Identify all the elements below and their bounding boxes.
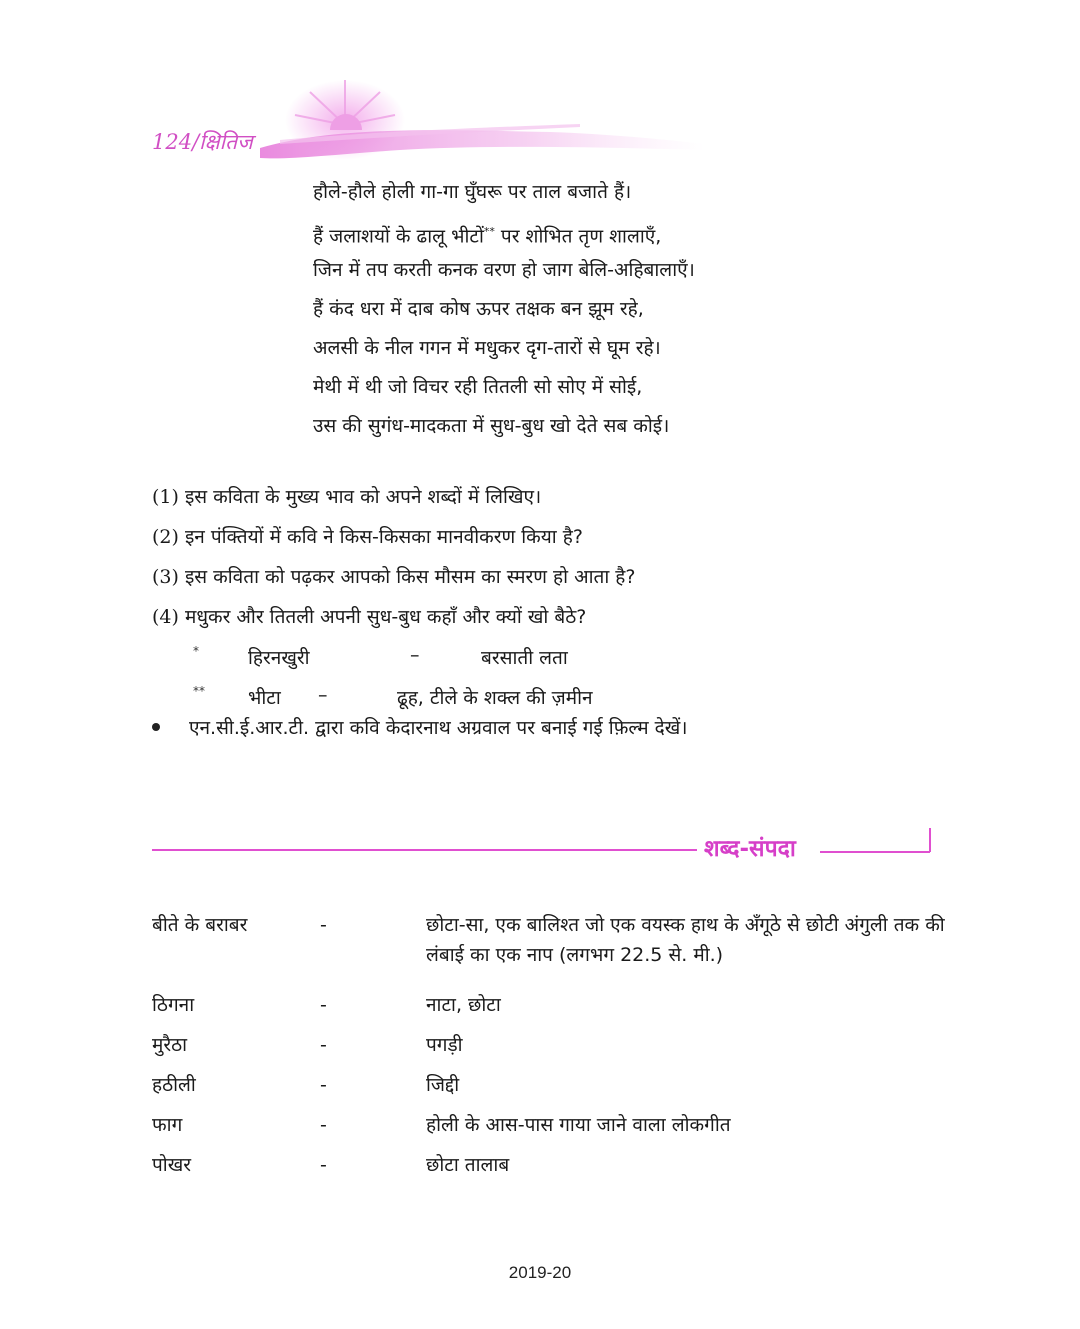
glossary-term: ठिगना: [152, 994, 195, 1016]
bullet-icon: [152, 723, 160, 731]
glossary-definition: पगड़ी: [426, 1034, 463, 1056]
poem-stanza: [313, 178, 695, 451]
question-item: (4) मधुकर और तितली अपनी सुध-बुध कहाँ और क्यों खो बैठे?: [152, 606, 587, 628]
section-title: शब्द-संपदा: [704, 836, 796, 862]
poem-line-2: हैं जलाशयों के ढालू भीटों** पर शोभित तृण शालाएँ,: [313, 225, 662, 248]
glossary-term: हठीली: [152, 1074, 196, 1096]
glossary-definition: छोटा-सा, एक बालिश्त जो एक वयस्क हाथ के अँगूठे से छोटी अंगुली तक की लंबाई का एक नाप (लगभग 22.5 से. मी.): [426, 914, 945, 966]
section-rule-left: [152, 849, 697, 851]
glossary-term: फाग: [152, 1114, 183, 1136]
footnote-mark: **: [193, 684, 205, 698]
question-item: (1) इस कविता के मुख्य भाव को अपने शब्दों में लिखिए।: [152, 486, 542, 508]
footnote-marker: **: [483, 225, 495, 238]
footnote-dash: –: [318, 684, 328, 706]
glossary-definition: जिद्दी: [426, 1074, 460, 1096]
glossary-dash: -: [320, 914, 327, 936]
glossary-definition: होली के आस-पास गाया जाने वाला लोकगीत: [426, 1114, 731, 1136]
footnote-meaning: ढूह, टीले के शक्ल की ज़मीन: [397, 687, 593, 709]
poem-line-7: उस की सुगंध-मादकता में सुध-बुध खो देते सब कोई।: [313, 415, 670, 437]
section-rule-tick: [929, 828, 931, 852]
glossary-term: मुरैठा: [152, 1034, 188, 1056]
glossary-term: बीते के बराबर: [152, 914, 248, 936]
section-rule-right: [820, 851, 930, 853]
glossary-dash: -: [320, 1154, 327, 1176]
glossary-dash: -: [320, 1114, 327, 1136]
glossary-term: पोखर: [152, 1154, 192, 1176]
glossary-dash: -: [320, 1034, 327, 1056]
poem-line-3: जिन में तप करती कनक वरण हो जाग बेलि-अहिबालाएँ।: [313, 259, 695, 281]
bullet-note: एन.सी.ई.आर.टी. द्वारा कवि केदारनाथ अग्रवाल पर बनाई गई फ़िल्म देखें।: [152, 714, 688, 740]
glossary-row: [152, 1070, 952, 1110]
glossary-row: [152, 990, 952, 1030]
glossary-row: [152, 1150, 952, 1190]
glossary-dash: -: [320, 1074, 327, 1096]
glossary-row: [152, 1110, 952, 1150]
page-number-title: 124/क्षितिज: [152, 130, 253, 154]
glossary-row: [152, 910, 952, 990]
header-sunrise-decoration: [250, 70, 710, 170]
question-item: (2) इन पंक्तियों में कवि ने किस-किसका मानवीकरण किया है?: [152, 526, 583, 548]
footnote-mark: *: [193, 644, 199, 658]
footnote-term: हिरनखुरी: [248, 647, 310, 669]
glossary-row: [152, 1030, 952, 1070]
poem-line-4: हैं कंद धरा में दाब कोष ऊपर तक्षक बन झूम रहे,: [313, 298, 644, 320]
footnote-meaning: बरसाती लता: [481, 647, 568, 669]
page-footer-year: 2019-20: [508, 1263, 572, 1282]
glossary-list: [152, 910, 952, 1190]
glossary-definition: नाटा, छोटा: [426, 994, 501, 1016]
poem-line-1: हौले-हौले होली गा-गा घुँघरू पर ताल बजाते हैं।: [313, 181, 632, 203]
question-list: [152, 483, 635, 643]
poem-line-6: मेथी में थी जो विचर रही तितली सो सोए में सोई,: [313, 376, 643, 398]
footnote-term: भीटा: [248, 687, 281, 709]
poem-line-5: अलसी के नील गगन में मधुकर दृग-तारों से घूम रहे।: [313, 337, 661, 359]
glossary-definition: छोटा तालाब: [426, 1154, 510, 1176]
question-item: (3) इस कविता को पढ़कर आपको किस मौसम का स्मरण हो आता है?: [152, 566, 636, 588]
glossary-dash: -: [320, 994, 327, 1016]
footnote-dash: –: [410, 644, 420, 666]
